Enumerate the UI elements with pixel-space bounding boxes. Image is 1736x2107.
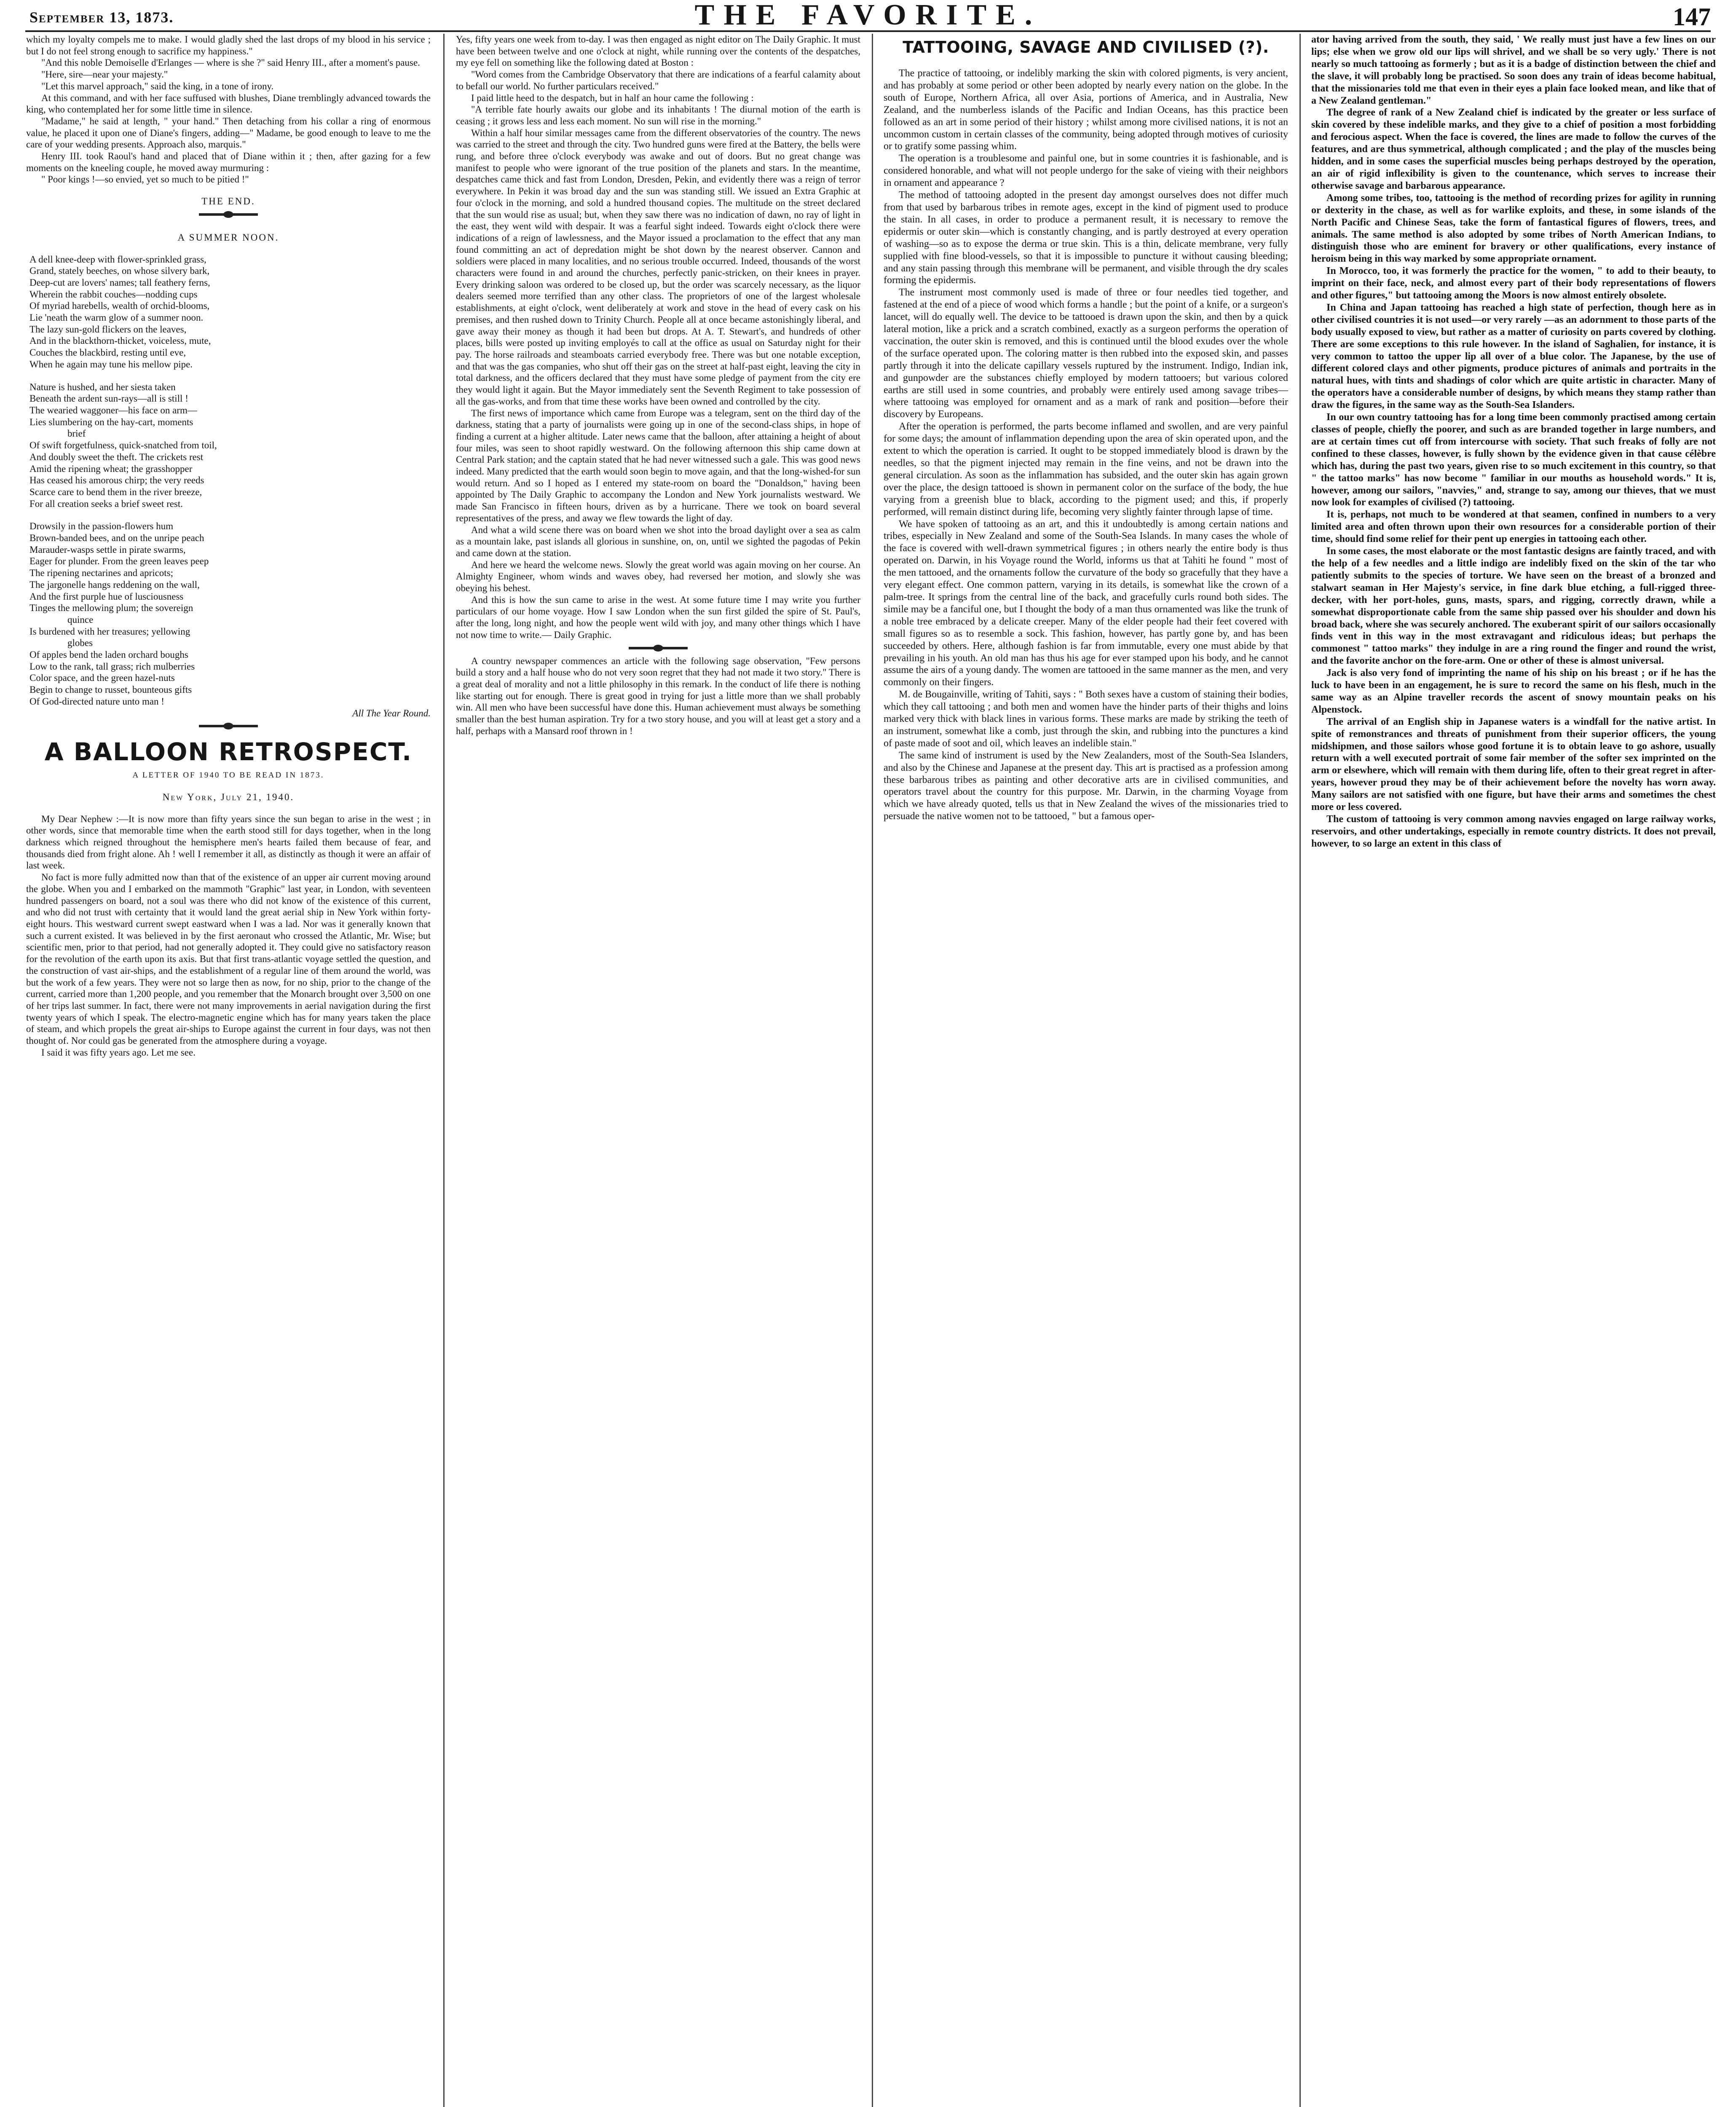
story-conclusion bbox=[26, 34, 431, 254]
poem-line: And in the blackthorn-thicket, voiceless, mute, bbox=[29, 335, 211, 346]
paragraph: The arrival of an English ship in Japanese waters is a windfall for the native artist. In spite of remonstrances and threats of punishment from their superior officers, the young midshipmen, and those sailors whose good fortune it is to obtain leave to go ashore, usually return with a well executed portrait of some fair member of the softer sex imprinted on the arm or elsewhere, which will remain with them during life, often to their great regret in after-years, however proud they may be of their achievement before the novelty has worn away. Many sailors are not satisfied with one figure, but have their arms and sometimes the chest more or less covered. bbox=[1311, 716, 1716, 813]
paragraph: We have spoken of tattooing as an art, and this it undoubtedly is among certain nations and tribes, especially in New Zealand and some of the South-Sea Islands. In many cases the whole of the face is covered with well-drawn symmetrical figures ; in others nearly the entire body is thus operated on. Darwin, in his Voyage round the World, informs us that at Tahiti he found " most of the men tattooed, and the ornaments follow the curvature of the body so gracefully that they have a very elegant effect. One common pattern, varying in its details, is somewhat like the crown of a palm-tree. It springs from the central line of the back, and gracefully curls round both sides. The simile may be a fanciful one, but I thought the body of a man thus ornamented was like the trunk of a noble tree embraced by a delicate creeper. Many of the elder people had their feet covered with small figures so as to resemble a sock. This fashion, however, has partly gone by, and has been succeeded by others. Here, although fashion is far from immutable, every one must abide by that prevailing in his youth. An old man has thus his age for ever stamped upon his body, and he cannot assume the airs of a young dandy. The women are tattooed in the same manner as the men, and very commonly on their fingers. bbox=[884, 518, 1288, 688]
ornamental-rule bbox=[629, 647, 688, 649]
article-subtitle: A LETTER OF 1940 TO BE READ IN 1873. bbox=[132, 771, 324, 780]
poem-line: And the first purple hue of lusciousness bbox=[29, 591, 184, 602]
article-dateline: New York, July 21, 1940. bbox=[162, 791, 295, 802]
poem-line: Grand, stately beeches, on whose silvery bark, bbox=[29, 265, 210, 276]
poem-line: Couches the blackbird, resting until eve, bbox=[29, 347, 186, 358]
paragraph: Among some tribes, too, tattooing is the method of recording prizes for agility in running or dexterity in the chase, as well as for warlike exploits, and these, in some islands of the North Pacific and Chinese Seas, take the form of fantastical figures of flowers, trees, and animals. The same method is also adopted by some tribes of North American Indians, to distinguish those who are eminent for bravery or other qualifications, every instance of heroism being in this way marked by some appropriate ornament. bbox=[1311, 192, 1716, 265]
column-3 bbox=[884, 34, 1288, 2107]
paragraph: The first news of importance which came from Europe was a telegram, sent on the third day of the darkness, stating that a party of journalists were going up in one of the second-class ships, in hope of finding a current at a higher altitude. Later news came that the balloon, after attaining a height of about four miles, was seen to shoot rapidly westward. On the following afternoon this ship came down at Central Park station; and the captain stated that he had never witnessed such a gale. This was good news indeed. Many predicted that the earth would soon begin to move again, and that the long-wished-for sun would return. And so I hoped as I entered my state-room on board the "Donaldson," having been appointed by The Daily Graphic to accompany the London and New York journalists westward. We made San Francisco in fifteen hours, driven as by a hurricane. There we took on board several representatives of the press, and away we flew towards the light of day. bbox=[456, 407, 860, 523]
paragraph: M. de Bougainville, writing of Tahiti, says : " Both sexes have a custom of staining their bodies, which they call tattooing ; and both men and women have the hinder parts of their thighs and loins marked very thick with black lines in various forms. These marks are made by striking the teeth of an instrument, somewhat like a comb, just through the skin, and rubbing into the punctures a kind of paste made of soot and oil, which leaves an indelible stain." bbox=[884, 689, 1288, 749]
paragraph: The operation is a troublesome and painful one, but in some countries it is fashionable, and is considered honorable, and what will not people undergo for the sake of vieing with their neighbors in ornament and appearance ? bbox=[884, 153, 1288, 189]
paragraph: And here we heard the welcome news. Slowly the great world was again moving on her course. An Almighty Engineer, whom winds and waves obey, had reversed her motion, and slowly she was obeying his behest. bbox=[456, 559, 860, 594]
poem-line: Marauder-wasps settle in pirate swarms, bbox=[29, 544, 186, 555]
column-divider bbox=[1299, 34, 1301, 2107]
poem-line: Of myriad harebells, wealth of orchid-blooms, bbox=[29, 300, 210, 311]
paragraph: In China and Japan tattooing has reached a high state of perfection, though here as in other civilised countries it is not used—or very rarely —as an adornment to those parts of the body usually exposed to view, but rather as a matter of curiosity on parts covered by clothing. There are some exceptions to this rule however. In the island of Saghalien, for instance, it is very common to tattoo the upper lip all over of a blue color. The Japanese, by the use of different colored clays and other pigments, produce pictures of animals and portraits in the natural hues, with tints and shadings of color which are quite artistic in character. Many of the operators have a considerable number of designs, by which means they stamp rather than draw the figures, in the same way as the South-Sea Islanders. bbox=[1311, 302, 1716, 411]
paragraph: A country newspaper commences an article with the following sage observation, "Few persons build a story and a half house who do not very soon regret that they had not made it two story." There is a great deal of morality and not a little philosophy in this remark. In the conduct of life there is nothing like starting out for enough. There is great good in trying for just a little more than we shall probably win. All men who have been successful have done this. Human achievement must always be something smaller than the best human aspiration. Try for a two story house, and you will at least get a story and a half, perhaps with a Mansard roof thrown in ! bbox=[456, 655, 860, 736]
paragraph: "Here, sire—near your majesty." bbox=[41, 69, 168, 80]
poem-line: The lazy sun-gold flickers on the leaves, bbox=[29, 324, 187, 335]
poem-line: Of swift forgetfulness, quick-snatched from toil, bbox=[29, 440, 217, 451]
poem-line: quince bbox=[67, 614, 94, 625]
poem-line: Begin to change to russet, bounteous gifts bbox=[29, 684, 192, 695]
paragraph: The method of tattooing adopted in the present day amongst ourselves does not differ much from that used by barbarous tribes in remote ages, except in the kind of pigment used to produce the stain. In all cases, in order to produce a permanent result, it is necessary to remove the epidermis or outer skin—which is constantly changing, and is partly destroyed at every operation of washing—so as to expose the derma or true skin. This is a thin, delicate membrane, very fully supplied with fine blood-vessels, so that it is impossible to puncture it without causing bleeding; and any stain passing through this membrane will be permanent, and visible through the dry scales forming the epidermis. bbox=[884, 190, 1288, 286]
poem-line: The ripening nectarines and apricots; bbox=[29, 568, 174, 579]
paragraph: Within a half hour similar messages came from the different observatories of the country. The news was carried to the street and through the city. Two hundred guns were fired at the Battery, the bells were rung, and before three o'clock everybody was awake and out of doors. But no great change was manifest to people who were ignorant of the true position of the planets and stars. In the meantime, despatches came thick and fast from London, Dresden, Pekin, and evidently there was a reign of terror everywhere. In Pekin it was broad day and the sun was standing still. We issued an Extra Graphic at four o'clock in the morning, and sold a hundred thousand copies. The multitude on the street declared that the sun would rise as usual; but, when they saw there was no indication of dawn, no ray of light in the east, they went wild with despair. It was a fearful sight indeed. Towards eight o'clock there were indications of a reign of lawlessness, and the Mayor issued a proclamation to the effect that any man found committing an act of depredation might be shot down by the nearest observer. Cannon and soldiers were placed in many localities, and no serious trouble occurred. Indeed, thousands of the worst characters were found in and around the churches, perfectly panic-stricken, on their knees in prayer. Every drinking saloon was ordered to be closed up, but the order was scarcely necessary, as the liquor dealers seemed more terrified than any other class. The proprietors of one of the largest wholesale establishments, at eight o'clock, went deliberately at work and stove in the head of every cask on his premises, and then rushed down to Trinity Church. People all at once became astonishingly liberal, and gave away their money as though it had been but drops. At A. T. Stewart's, and hundreds of other places, bills were posted up inviting employés to call at the office as usual on Saturday night for their pay. The horse railroads and steamboats carried everybody free. There was but one notable exception, and that was the gas companies, who shut off their gas on the street at half-past eight, leaving the city in total darkness, and the officers declared that they must have some pledge of payment from the city ere they would light it again. But the Mayor immediately sent the Seventh Regiment to take possession of all the gas-works, and from that time these works have been owned and controlled by the city. bbox=[456, 127, 860, 407]
paragraph: It is, perhaps, not much to be wondered at that seamen, confined in numbers to a very limited area and often thrown upon their own resources for a considerable portion of their time, should find some relief for their pent up energies in tattooing each other. bbox=[1311, 509, 1716, 545]
paragraph: In Morocco, too, it was formerly the practice for the women, " to add to their beauty, to imprint on their face, neck, and almost every part of their body representations of flowers and other figures," but tattooing among the Moors is now almost entirely obsolete. bbox=[1311, 265, 1716, 301]
poem-line: Eager for plunder. From the green leaves peep bbox=[29, 556, 209, 567]
tattooing-article-continued bbox=[1311, 34, 1716, 850]
poem-line: The wearied waggoner—his face on arm— bbox=[29, 405, 197, 416]
poem-line: Tinges the mellowing plum; the sovereign bbox=[29, 603, 193, 614]
paragraph: ator having arrived from the south, they said, ' We really must just have a few lines on our lips; else when we grow old our lips will shrivel, and we shall be so very ugly.' There is not nearly so much tattooing as formerly ; but as it is a badge of distinction between the chief and the slave, it will probably long be practised. So soon does any train of ideas become habitual, that the missionaries told me that even in their eyes a plain face looked mean, and like that of a New Zealand gentleman." bbox=[1311, 34, 1716, 106]
poem-line: Scarce care to bend them in the river breeze, bbox=[29, 486, 202, 497]
poem-line: Beneath the ardent sun-rays—all is still ! bbox=[29, 393, 188, 404]
poem-line: And doubly sweet the theft. The crickets rest bbox=[29, 451, 204, 462]
poem-line: Nature is hushed, and her siesta taken bbox=[29, 381, 176, 392]
poem-line: Deep-cut are lovers' names; tall feathery ferns, bbox=[29, 277, 210, 288]
paragraph: "Let this marvel approach," said the king, in a tone of irony. bbox=[41, 80, 274, 91]
page-number: 147 bbox=[1673, 3, 1711, 31]
article-title: A BALLOON RETROSPECT. bbox=[44, 737, 413, 767]
poem-line: globes bbox=[67, 638, 93, 649]
paragraph: And this is how the sun came to arise in the west. At some future time I may write you further particulars of our home voyage. How I saw London when the sun first gilded the spire of St. Paul's, after the long, long night, and how the people went wild with joy, and many other things which I have not now time to write.— Daily Graphic. bbox=[456, 594, 860, 640]
poem-title: A SUMMER NOON. bbox=[177, 232, 279, 243]
newspaper-title: THE FAVORITE. bbox=[694, 0, 1042, 31]
poem-line: Brown-banded bees, and on the unripe peach bbox=[29, 533, 204, 544]
poem-line: Lies slumbering on the hay-cart, moments bbox=[29, 416, 193, 427]
paragraph: And what a wild scene there was on board when we shot into the broad daylight over a sea as calm as a mountain lake, past islands all glorious in sunshine, on, on, until we sighted the pagodas of Pekin and came down at the station. bbox=[456, 524, 860, 558]
column-4 bbox=[1311, 34, 1716, 2107]
paragraph: Jack is also very fond of imprinting the name of his ship on his breast ; or if he has the luck to have been in an engagement, he is sure to record the same on his flesh, much in the same way as an Alpine traveller records the ascent of snowy mountain peaks on his Alpenstock. bbox=[1311, 667, 1716, 715]
poem-line: Drowsily in the passion-flowers hum bbox=[29, 521, 174, 532]
masthead-rule bbox=[25, 30, 1711, 32]
poem-line: Of God-directed nature unto man ! bbox=[29, 696, 164, 707]
masthead bbox=[0, 0, 1736, 29]
paragraph: "A terrible fate hourly awaits our globe and its inhabitants ! The diurnal motion of the earth is ceasing ; it grows less and less each moment. No sun will rise in the morning." bbox=[456, 104, 860, 126]
paragraph: which my loyalty compels me to make. I would gladly shed the last drops of my blood in his service ; but I do not feel strong enough to sacrifice my happiness." bbox=[26, 34, 431, 56]
ornamental-rule bbox=[199, 725, 258, 727]
poem-line: When he again may tune his mellow pipe. bbox=[29, 359, 193, 370]
article-title: TATTOOING, SAVAGE AND CIVILISED (?). bbox=[903, 38, 1269, 56]
paragraph: The same kind of instrument is used by the New Zealanders, most of the South-Sea Islanders, and also by the Chinese and Japanese at the present day. This art is practised as a profession among these barbarous tribes as painting and other decorative arts are in civilised communities, and operators travel about the country for this purpose. Mr. Darwin, in the charming Voyage from which we have already quoted, tells us that in New Zealand the wives of the missionaries tried to persuade the native women not to be tattooed, " but a famous oper- bbox=[884, 750, 1288, 822]
paragraph: After the operation is performed, the parts become inflamed and swollen, and are very painful for some days; the amount of inflammation depending upon the area of skin operated upon, and the extent to which the operation is carried. It ought to be stopped immediately blood is drawn by the needles, so that the pigment injected may remain in the fine veins, and not be drawn into the general circulation. As soon as the inflammation has subsided, and the outer skin has again grown over the place, the design tattooed is shown in permanent color on the surface of the body, the hue varying from a greenish blue to black, according to the pigment used; and this, if properly performed, will remain distinct during life, becoming very slightly fainter through lapse of time. bbox=[884, 421, 1288, 517]
column-divider bbox=[872, 34, 873, 2107]
paragraph: "Word comes from the Cambridge Observatory that there are indications of a fearful calamity about to befall our world. No further particulars received." bbox=[456, 69, 860, 91]
poem-line: The jargonelle hangs reddening on the wall, bbox=[29, 579, 200, 590]
poem-line: Lie 'neath the warm glow of a summer noon. bbox=[29, 312, 204, 323]
poem-line: Has ceased his amorous chirp; the very reeds bbox=[29, 475, 204, 486]
paragraph: "Madame," he said at length, " your hand." Then detaching from his collar a ring of enormous value, he placed it upon one of Diane's fingers, adding—" Madame, be good enough to leave to me the care of your wedding presents. Approach also, marquis." bbox=[26, 115, 431, 150]
issue-date: September 13, 1873. bbox=[29, 9, 174, 26]
paragraph: I paid little heed to the despatch, but in half an hour came the following : bbox=[471, 92, 754, 103]
column-divider bbox=[443, 34, 445, 2107]
balloon-retrospect-continued bbox=[456, 34, 860, 641]
paragraph: In some cases, the most elaborate or the most fantastic designs are faintly traced, and with the help of a few needles and a little indigo are indelibly fixed on the skin of the tar who patiently submits to the species of torture. We have seen on the breast of a bronzed and stalwart seaman in Her Majesty's service, in fine dark blue etching, a full-rigged three-decker, with her port-holes, guns, masts, spars, and rigging, correctly drawn, while a somewhat disproportionate cable from the same ship passed over his shoulder and down his broad back, where she was securely anchored. The exuberant spirit of our sailors occasionally finds vent in this way in the most extravagant and ridiculous ideas; but perhaps the commonest " tattoo marks" they indulge in are a ring round the finger and round the wrist, and the favorite anchor on the fore-arm. One or other of these is almost universal. bbox=[1311, 546, 1716, 667]
poem-line: For all creation seeks a brief sweet rest. bbox=[29, 498, 183, 509]
paragraph: At this command, and with her face suffused with blushes, Diane tremblingly advanced towards the king, who contemplated her for some little time in silence. bbox=[26, 92, 431, 115]
paragraph: Henry III. took Raoul's hand and placed that of Diane within it ; then, after gazing for a few moments on the kneeling couple, he moved away murmuring : bbox=[26, 151, 431, 173]
paragraph: No fact is more fully admitted now than that of the existence of an upper air current moving around the globe. When you and I embarked on the mammoth "Graphic" last year, in London, with seventeen hundred passengers on board, not a soul was there who did not know of the existence of this current, and who did not trust with certainty that it would land the great aerial ship in New York within forty-eight hours. This westward current swept eastward when I was a lad. Nor was it generally known that such a current existed. It was believed in by the first aeronaut who crossed the Atlantic, Mr. Wise; but scientific men, prior to that period, had not generally adopted it. They could give no satisfactory reason for the revolution of the earth upon its axis. But that first trans-atlantic voyage settled the question, and the construction of vast air-ships, and the establishment of a regular line of them around the world, was but the work of a few years. They were not so large then as now, for no ship, prior to the change of the current, carried more than 1,200 people, and you remember that the Monarch brought over 3,500 on one of her trips last summer. In fact, there were not many improvements in aerial navigation during the first twenty years of which I speak. The electro-magnetic engine which has for many years taken the place of steam, and which propels the great air-ships to Europe against the current in four days, was not then thought of. Nor could gas be generated from the atmosphere during a voyage. bbox=[26, 872, 431, 1046]
poem bbox=[26, 254, 431, 719]
poem-line: brief bbox=[67, 428, 86, 439]
poem-line: Low to the rank, tall grass; rich mulberries bbox=[29, 661, 195, 672]
paragraph: I said it was fifty years ago. Let me see. bbox=[41, 1047, 196, 1058]
column-2 bbox=[456, 34, 860, 2107]
paragraph: The custom of tattooing is very common among navvies engaged on large railway works, reservoirs, and other undertakings, especially in remote country districts. It does not prevail, however, to so large an extent in this class of bbox=[1311, 814, 1716, 849]
paragraph: My Dear Nephew :—It is now more than fifty years since the sun began to arise in the west ; in other words, since that memorable time when the earth stood still for days together, when in the long darkness which reigned throughout the hemisphere men's hearts failed them because of fear, and thousands died from fright alone. Ah ! well I remember it all, as distinctly as though it were an affair of last week. bbox=[26, 813, 431, 871]
poem-line: Is burdened with her treasures; yellowing bbox=[29, 626, 190, 637]
column-1 bbox=[26, 34, 431, 2107]
paragraph: The instrument most commonly used is made of three or four needles tied together, and fastened at the end of a piece of wood which forms a handle ; but the point of a knife, or a surgeon's lancet, will do equally well. The device to be tattooed is drawn upon the skin, and then by a quick lateral motion, like a prick and a scratch combined, exactly as a surgeon performs the operation of vaccination, the outer skin is removed, and this is continued until the blood exudes over the whole of the surface operated upon. The coloring matter is then rubbed into the exposed skin, and passes partly through it into the delicate capillary vessels ruptured by the instrument. Indigo, Indian ink, and gunpowder are the substances chiefly employed by modern tattooers; but various colored earths are still used in some countries, and probably were entirely used among savage tribes—where tattooing was employed for ornament and as a mark of rank and position—before their discovery by Europeans. bbox=[884, 287, 1288, 420]
poem-line: Of apples bend the laden orchard boughs bbox=[29, 649, 188, 660]
paragraph: The practice of tattooing, or indelibly marking the skin with colored pigments, is very ancient, and has probably at some period or other been adopted by nearly every nation on the globe. In the south of Europe, Northern Africa, all over Asia, portions of America, and in Australia, New Zealand, and the numberless islands of the Pacific and Indian Oceans, has this practice been followed as an art in some period of their history ; whilst among more civilised nations, it is not an uncommon custom in certain classes of the community, being adopted through motives of curiosity or to gratify some passing whim. bbox=[884, 68, 1288, 152]
the-end-label: THE END. bbox=[201, 196, 255, 207]
paragraph: The degree of rank of a New Zealand chief is indicated by the greater or less surface of skin covered by these indelible marks, and they give to a chief of position a most forbidding and ferocious aspect. When the face is covered, the lines are made to follow the curves of the features, and are thus symmetrical, although complicated ; and the play of the muscles being hidden, and in some cases the superficial muscles being perhaps destroyed by the operation, an air of rigid inflexibility is given to the countenance, which serves to increase their otherwise savage and barbarous appearance. bbox=[1311, 107, 1716, 191]
ornamental-rule bbox=[199, 213, 258, 216]
poem-line: Wherein the rabbit couches—nodding cups bbox=[29, 289, 198, 300]
poem-line: Amid the ripening wheat; the grasshopper bbox=[29, 463, 193, 474]
poem-credit: All The Year Round. bbox=[352, 708, 431, 718]
paragraph: Yes, fifty years one week from to-day. I was then engaged as night editor on The Daily Graphic. It must have been between twelve and one o'clock at night, while running over the contents of the despatches, my eye fell on something like the following dated at Boston : bbox=[456, 34, 860, 68]
paragraph: " Poor kings !—so envied, yet so much to be pitied !" bbox=[41, 174, 249, 185]
paragraph: In our own country tattooing has for a long time been commonly practised among certain classes of people, chiefly the poorer, and such as are branded together in large numbers, and are at certain times cut off from intercourse with society. That such freaks of folly are not confined to these classes, however, is fully shown by the evidence given in that cause célèbre which has, during the past two years, given rise to so much excitement in this country, so that " the tattoo marks" has now become " familiar in our mouths as household words." It is, however, among our sailors, "navvies," and, strange to say, among our thieves, that we must now look for examples of civilised (?) tattooing. bbox=[1311, 412, 1716, 508]
poem-line: Color space, and the green hazel-nuts bbox=[29, 673, 175, 684]
paragraph: "And this noble Demoiselle d'Erlanges — where is she ?" said Henry III., after a moment's pause. bbox=[41, 57, 420, 68]
tattooing-article bbox=[884, 67, 1288, 823]
poem-line: A dell knee-deep with flower-sprinkled grass, bbox=[29, 254, 206, 265]
